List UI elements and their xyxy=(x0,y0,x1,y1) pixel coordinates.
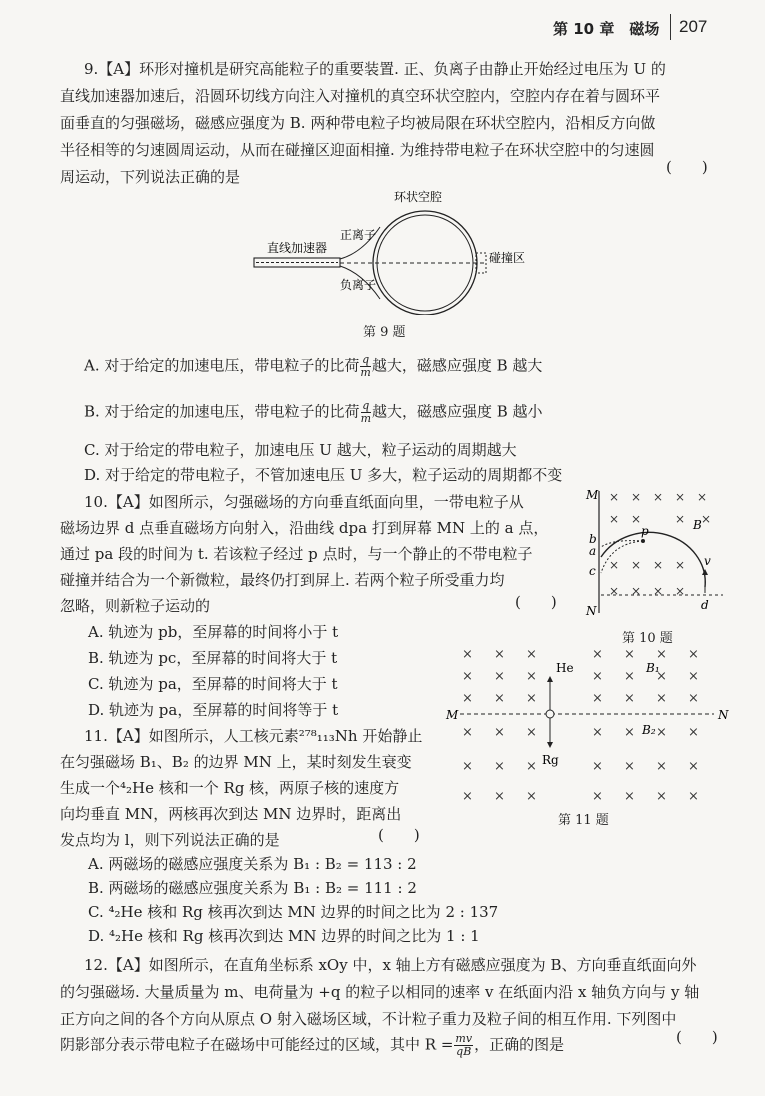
svg-text:×: × xyxy=(656,725,667,740)
q10-option-b: B. 轨迹为 pc，至屏幕的时间将大于 t xyxy=(88,649,338,667)
svg-text:×: × xyxy=(494,669,505,684)
svg-text:×: × xyxy=(653,558,664,572)
svg-text:×: × xyxy=(592,789,603,804)
svg-text:×: × xyxy=(656,647,667,662)
label-M: M xyxy=(586,488,599,502)
q12-line-3: 正方向之间的各个方向从原点 O 射入磁场区域，不计粒子重力及粒子间的相互作用. 下列图中 xyxy=(60,1010,677,1028)
label-B: B xyxy=(693,518,702,532)
svg-text:×: × xyxy=(656,759,667,774)
svg-text:×: × xyxy=(494,789,505,804)
svg-text:×: × xyxy=(462,669,473,684)
svg-text:×: × xyxy=(631,558,642,572)
label-a: a xyxy=(589,544,597,558)
q10-option-c: C. 轨迹为 pa，至屏幕的时间将大于 t xyxy=(88,675,338,693)
svg-text:×: × xyxy=(624,647,635,662)
svg-text:×: × xyxy=(675,490,686,504)
q9-option-b: B. 对于给定的加速电压，带电粒子的比荷 $\frac{q}{m}$ 越大，磁感应强度 B 越小 xyxy=(84,399,543,425)
svg-text:×: × xyxy=(653,584,664,598)
rg-arrowhead xyxy=(547,742,553,748)
svg-text:×: × xyxy=(656,669,667,684)
q9-answer-blank: ( ) xyxy=(666,158,708,176)
svg-text:×: × xyxy=(526,647,537,662)
field-b1-crosses xyxy=(462,647,699,706)
q12-line-4: 阴影部分表示带电粒子在磁场中可能经过的区域，其中 R = $\frac{mv}{qB}$ ，正确的图是 xyxy=(60,1032,565,1058)
q10-caption: 第 10 题 xyxy=(622,631,673,646)
q11-line-2: 在匀强磁场 B₁、B₂ 的边界 MN 上，某时刻发生衰变 xyxy=(60,753,412,771)
label-M: M xyxy=(446,708,459,722)
svg-text:×: × xyxy=(462,789,473,804)
svg-text:×: × xyxy=(609,558,620,572)
q9-line-4: 半径相等的匀速圆周运动，从而在碰撞区迎面相撞. 为维持带电粒子在环状空腔中的匀速圆 xyxy=(60,141,655,159)
q9-line-2: 直线加速器加速后，沿圆环切线方向注入对撞机的真空环状空腔内，空腔内存在着与圆环平 xyxy=(60,87,661,105)
q11-option-d: D. ⁴₂He 核和 Rg 核再次到达 MN 边界的时间之比为 1 : 1 xyxy=(88,927,480,945)
point-p xyxy=(641,539,645,543)
svg-text:×: × xyxy=(494,725,505,740)
q9-caption: 第 9 题 xyxy=(363,325,406,340)
q9-option-c: C. 对于给定的带电粒子，加速电压 U 越大，粒子运动的周期越大 xyxy=(84,441,517,459)
radius-fraction: $\frac{mv}{qB}$ xyxy=(455,1032,473,1058)
field-crosses xyxy=(609,490,711,598)
svg-text:×: × xyxy=(462,691,473,706)
svg-text:×: × xyxy=(592,691,603,706)
svg-text:×: × xyxy=(631,584,642,598)
q9-figure xyxy=(240,185,570,315)
q11-line-1: 11.【A】如图所示，人工核元素²⁷⁸₁₁₃Nh 开始静止 xyxy=(84,727,423,745)
field-b2-crosses xyxy=(462,725,699,804)
q10-line-2: 磁场边界 d 点垂直磁场方向射入，沿曲线 dpa 打到屏幕 MN 上的 a 点， xyxy=(60,519,549,537)
nucleus-origin xyxy=(546,710,554,718)
svg-text:×: × xyxy=(526,669,537,684)
svg-text:×: × xyxy=(653,490,664,504)
accelerator-label: 直线加速器 xyxy=(267,241,328,255)
svg-text:×: × xyxy=(592,647,603,662)
he-arrowhead xyxy=(547,676,553,682)
svg-text:×: × xyxy=(526,789,537,804)
svg-text:×: × xyxy=(609,512,620,526)
q11-option-b: B. 两磁场的磁感应强度关系为 B₁ : B₂ = 111 : 2 xyxy=(88,879,417,897)
svg-text:×: × xyxy=(675,512,686,526)
label-p: p xyxy=(641,524,649,538)
q11-line-3: 生成一个⁴₂He 核和一个 Rg 核，两原子核的速度方 xyxy=(60,779,400,797)
svg-text:×: × xyxy=(494,647,505,662)
label-d: d xyxy=(701,598,709,612)
label-N: N xyxy=(586,604,597,618)
q9-option-a: A. 对于给定的加速电压，带电粒子的比荷 $\frac{q}{m}$ 越大，磁感应强度 B 越大 xyxy=(84,353,543,379)
svg-text:×: × xyxy=(624,691,635,706)
svg-text:×: × xyxy=(688,725,699,740)
q12-answer-blank: ( ) xyxy=(676,1028,718,1046)
label-v: v xyxy=(704,554,711,568)
q11-line-4: 向均垂直 MN，两核再次到达 MN 边界时，距离出 xyxy=(60,805,402,823)
svg-text:×: × xyxy=(688,759,699,774)
q11-caption: 第 11 题 xyxy=(558,813,609,828)
svg-text:×: × xyxy=(526,725,537,740)
label-b: b xyxy=(589,532,597,546)
svg-text:×: × xyxy=(675,584,686,598)
positive-ion-label: 正离子 xyxy=(340,228,377,242)
svg-text:×: × xyxy=(462,725,473,740)
svg-text:×: × xyxy=(609,584,620,598)
svg-text:×: × xyxy=(624,725,635,740)
svg-text:×: × xyxy=(656,691,667,706)
svg-text:×: × xyxy=(631,490,642,504)
q10-figure xyxy=(583,485,733,620)
q9-line-3: 面垂直的匀强磁场，磁感应强度为 B. 两种带电粒子均被局限在环状空腔内，沿相反方向做 xyxy=(60,114,656,132)
svg-text:×: × xyxy=(526,691,537,706)
svg-text:×: × xyxy=(462,647,473,662)
svg-text:×: × xyxy=(624,669,635,684)
q11-figure xyxy=(442,640,732,808)
q11-option-a: A. 两磁场的磁感应强度关系为 B₁ : B₂ = 113 : 2 xyxy=(88,855,417,873)
q9-option-d: D. 对于给定的带电粒子，不管加速电压 U 多大，粒子运动的周期都不变 xyxy=(84,466,563,484)
svg-text:×: × xyxy=(462,759,473,774)
q10-answer-blank: ( ) xyxy=(515,593,557,611)
q10-line-1: 10.【A】如图所示，匀强磁场的方向垂直纸面向里，一带电粒子从 xyxy=(84,493,524,511)
svg-text:×: × xyxy=(701,512,712,526)
svg-text:×: × xyxy=(526,759,537,774)
svg-text:×: × xyxy=(656,789,667,804)
label-c: c xyxy=(589,564,596,578)
label-B1: B₁ xyxy=(646,661,660,675)
svg-text:×: × xyxy=(688,691,699,706)
ring-label: 环状空腔 xyxy=(394,190,443,204)
charge-mass-fraction: $\frac{q}{m}$ xyxy=(360,399,371,425)
label-B2: B₂ xyxy=(642,723,656,737)
svg-text:×: × xyxy=(675,558,686,572)
svg-text:×: × xyxy=(697,490,708,504)
page-header xyxy=(0,14,765,44)
q11-line-5: 发点均为 l，则下列说法正确的是 xyxy=(60,831,280,849)
header-divider xyxy=(670,14,671,40)
q12-line-1: 12.【A】如图所示，在直角坐标系 xOy 中，x 轴上方有磁感应强度为 B、方向垂直纸面向外 xyxy=(84,956,697,974)
q10-option-a: A. 轨迹为 pb，至屏幕的时间将小于 t xyxy=(88,623,339,641)
q10-line-5: 忽略，则新粒子运动的 xyxy=(60,597,211,615)
chapter-title: 第 10 章 磁场 xyxy=(553,20,660,38)
q10-line-3: 通过 pa 段的时间为 t. 若该粒子经过 p 点时，与一个静止的不带电粒子 xyxy=(60,545,533,563)
page-number: 207 xyxy=(679,17,708,36)
svg-text:×: × xyxy=(688,669,699,684)
q10-option-d: D. 轨迹为 pa，至屏幕的时间将等于 t xyxy=(88,701,339,719)
q9-line-1: 9.【A】环形对撞机是研究高能粒子的重要装置. 正、负离子由静止开始经过电压为 U 的 xyxy=(84,60,666,78)
label-Rg: Rg xyxy=(542,753,559,767)
collision-label: 碰撞区 xyxy=(489,251,526,265)
svg-text:×: × xyxy=(609,490,620,504)
svg-text:×: × xyxy=(592,759,603,774)
label-N: N xyxy=(718,708,729,722)
svg-text:×: × xyxy=(631,512,642,526)
q9-line-5: 周运动，下列说法正确的是 xyxy=(60,168,241,186)
charge-mass-fraction: $\frac{q}{m}$ xyxy=(360,353,371,379)
q12-line-2: 的匀强磁场. 大量质量为 m、电荷量为 +q 的粒子以相同的速率 v 在纸面内沿 x 轴负方向与 y 轴 xyxy=(60,983,700,1001)
svg-text:×: × xyxy=(624,789,635,804)
svg-text:×: × xyxy=(688,789,699,804)
label-He: He xyxy=(556,661,574,675)
svg-text:×: × xyxy=(592,725,603,740)
q11-answer-blank: ( ) xyxy=(378,826,420,844)
negative-ion-label: 负离子 xyxy=(340,278,377,292)
svg-text:×: × xyxy=(494,759,505,774)
svg-text:×: × xyxy=(494,691,505,706)
q11-option-c: C. ⁴₂He 核和 Rg 核再次到达 MN 边界的时间之比为 2 : 137 xyxy=(88,903,499,921)
svg-text:×: × xyxy=(592,669,603,684)
svg-text:×: × xyxy=(688,647,699,662)
q10-line-4: 碰撞并结合为一个新微粒，最终仍打到屏上. 若两个粒子所受重力均 xyxy=(60,571,505,589)
svg-text:×: × xyxy=(624,759,635,774)
